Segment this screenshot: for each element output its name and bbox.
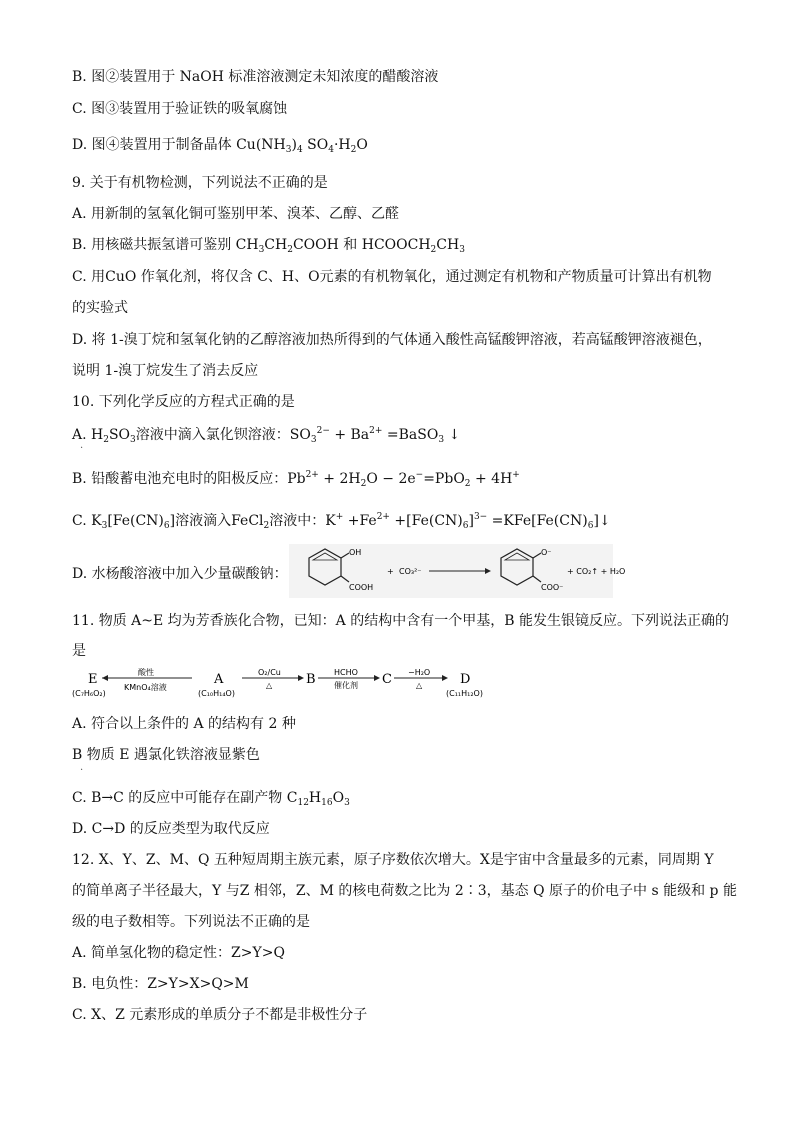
text-segment: 溶液中：K (269, 513, 336, 529)
text-segment: A. 符合以上条件的 A 的结构有 2 种 (72, 716, 296, 732)
text-segment: B 物质 E 遇氯化铁溶液显紫色 (72, 747, 260, 763)
reaction-plus: + (387, 567, 394, 576)
text-line-q9c1 (72, 266, 712, 286)
text-line-q11o2 (72, 744, 260, 764)
text-segment: 3 (285, 145, 292, 155)
text-segment: + (512, 470, 520, 480)
text-line-q11o4 (72, 818, 270, 838)
reagent-cd-top: −H₂O (408, 668, 431, 677)
text-line-q10c (72, 510, 611, 530)
reagent-cd-bottom: △ (416, 681, 423, 690)
text-segment: D. 将 1-溴丁烷和氢氧化钠的乙醇溶液加热所得到的气体通入酸性高锰酸钾溶液，若高锰酸钾溶液褪色， (72, 332, 712, 348)
text-segment: ]↓ (593, 513, 611, 529)
salicylic-acid-reaction-image (289, 544, 626, 598)
text-line-q12o1 (72, 942, 285, 962)
text-line-q12b (72, 880, 737, 900)
text-line-q12o3 (72, 1004, 367, 1024)
text-line-q9b (72, 234, 465, 254)
text-segment: 12 (297, 798, 309, 808)
text-segment: C. 图③装置用于验证铁的吸氧腐蚀 (72, 101, 288, 117)
text-segment: 3− (473, 512, 488, 522)
text-segment: D. C→D 的反应类型为取代反应 (72, 821, 270, 837)
text-line-q11o1 (72, 713, 296, 733)
reaction-scheme-svg (72, 668, 502, 704)
text-segment: =BaSO (382, 427, 439, 443)
text-segment: C. X、Z 元素形成的单质分子不都是非极性分子 (72, 1007, 368, 1023)
text-segment: 4 (296, 145, 303, 155)
compound-d: D (460, 672, 471, 687)
text-segment: 2 (350, 145, 357, 155)
compound-e-formula: (C₇H₆O₂) (72, 689, 106, 698)
text-segment: 2+ (369, 426, 383, 436)
text-segment: ] (468, 513, 474, 529)
text-segment: =PbO (423, 471, 465, 487)
compound-a: A (214, 672, 224, 687)
text-segment: CH (436, 237, 460, 253)
text-segment: B. 电负性：Z>Y>X>Q>M (72, 976, 249, 992)
text-line-q8d (72, 134, 368, 154)
text-segment: ]溶液滴入FeCl (169, 513, 264, 529)
text-segment: A. 简单氢化物的稳定性：Z>Y>Q (72, 945, 285, 961)
reagent-bc-top: HCHO (334, 668, 358, 677)
reagent-ab-top: O₂/Cu (258, 668, 281, 677)
text-line-q8b (72, 66, 438, 86)
compound-b: B (306, 672, 316, 687)
text-segment: − (415, 470, 424, 480)
text-segment: A. 用新制的氢氧化铜可鉴别甲苯、溴苯、乙醇、乙醛 (72, 206, 400, 222)
product-o-label: O⁻ (541, 548, 552, 557)
text-segment: A. H (72, 427, 104, 443)
reagent-ab-bottom: △ (266, 681, 273, 690)
text-line-q8c (72, 98, 287, 118)
text-line-q9a (72, 203, 399, 223)
text-line-q10d (72, 563, 288, 583)
text-segment: SO (302, 137, 329, 153)
text-segment: 说明 1-溴丁烷发生了消去反应 (72, 363, 259, 379)
text-segment: 3 (258, 245, 265, 255)
text-segment: 2 (263, 521, 270, 531)
text-segment: 2+ (376, 512, 390, 522)
text-segment: + Ba (329, 427, 370, 443)
text-line-q12c (72, 911, 310, 931)
text-line-q10 (72, 391, 295, 411)
text-segment: O − 2e (366, 471, 416, 487)
text-segment: 的简单离子半径最大，Y 与Z 相邻，Z、M 的核电荷数之比为 2∶3，基态 Q 原子的价电子中 s 能级和 p 能 (72, 883, 737, 899)
reagent-ae-bottom: KMnO₄溶液 (124, 683, 167, 692)
text-segment: 2 (287, 245, 293, 255)
text-segment: 6 (462, 521, 469, 531)
text-segment: ) (291, 137, 297, 153)
reagent-ae-top: 酸性 (138, 668, 154, 677)
text-segment: ↓ (444, 427, 461, 443)
text-segment: 2 (360, 479, 367, 489)
text-segment: 11. 物质 A~E 均为芳香族化合物，已知：A 的结构中含有一个甲基，B 能发生银镜反应。下列说法正确的 (72, 613, 729, 629)
text-segment: =KFe[Fe(CN) (487, 513, 588, 529)
text-line-q11o3 (72, 787, 350, 807)
text-segment: 12. X、Y、Z、M、Q 五种短周期主族元素，原子序数依次增大。X是宇宙中含量最多的元素，同周期 Y (72, 852, 714, 868)
text-line-q9 (72, 172, 328, 192)
text-segment: 2 (103, 435, 109, 445)
text-segment: B. 铅酸蓄电池充电时的阳极反应：Pb (72, 471, 306, 487)
compound-d-formula: (C₁₁H₁₂O) (446, 689, 483, 698)
text-line-q10a (72, 424, 460, 444)
reagent-bc-bottom: 催化剂 (334, 681, 358, 690)
scan-dot: . (80, 762, 84, 773)
text-line-q11a2 (72, 640, 86, 660)
text-segment: 3 (310, 435, 317, 445)
scan-dot: . (80, 440, 84, 451)
reaction-scheme (72, 668, 502, 708)
text-segment: +Fe (343, 513, 377, 529)
text-line-q9d1 (72, 329, 712, 349)
product-coo-label: COO⁻ (541, 583, 564, 592)
text-segment: (NH (255, 137, 286, 153)
text-segment: COOH 和 HCOOCH (292, 237, 431, 253)
text-line-q9d2 (72, 360, 258, 380)
text-segment: 4 (328, 145, 334, 155)
text-line-q12a (72, 849, 714, 869)
text-segment: 级的电子数相等。下列说法不正确的是 (72, 914, 310, 930)
text-segment: 2 (430, 245, 437, 255)
text-segment: 16 (321, 798, 333, 808)
text-segment: C. K (72, 513, 102, 529)
text-segment: 9. 关于有机物检测，下列说法不正确的是 (72, 175, 328, 191)
carbonate-label: CO₃²⁻ (399, 567, 422, 576)
text-segment: D. 图④装置用于制备晶体 Cu (72, 137, 256, 153)
compound-e: E (88, 672, 98, 687)
text-segment: 3 (344, 798, 350, 808)
text-segment: + 4H (470, 471, 513, 487)
text-segment: [Fe(CN) (107, 513, 164, 529)
text-segment: + 2H (318, 471, 361, 487)
text-segment: 溶液中滴入氯化钡溶液：SO (135, 427, 311, 443)
text-segment: 3 (459, 245, 465, 255)
text-segment: +[Fe(CN) (389, 513, 463, 529)
text-line-q12o2 (72, 973, 249, 993)
text-segment: 2 (464, 479, 471, 489)
compound-a-formula: (C₁₀H₁₄O) (198, 689, 235, 698)
text-line-q11a1 (72, 610, 729, 630)
reactant-oh-label: OH (349, 548, 362, 557)
text-segment: 3 (101, 521, 108, 531)
reaction-structure-svg (289, 544, 626, 598)
text-segment: 2− (316, 426, 330, 436)
text-segment: H (308, 790, 322, 806)
text-segment: O (332, 790, 345, 806)
text-line-q10b (72, 468, 520, 488)
product-benzene-ring (501, 549, 533, 585)
text-segment: C. B→C 的反应中可能存在副产物 C (72, 790, 298, 806)
text-segment: B. 图②装置用于 NaOH 标准溶液测定未知浓度的醋酸溶液 (72, 69, 439, 85)
text-segment: B. 用核磁共振氢谱可鉴别 CH (72, 237, 259, 253)
text-segment: O (356, 137, 368, 153)
text-segment: 的实验式 (72, 300, 128, 316)
text-segment: 3 (438, 435, 445, 445)
text-segment: 是 (72, 643, 86, 659)
text-segment: ·H (333, 137, 351, 153)
reactant-benzene-ring (309, 549, 341, 585)
text-segment: 10. 下列化学反应的方程式正确的是 (72, 394, 295, 410)
text-segment: 6 (163, 521, 170, 531)
text-segment: + (335, 512, 344, 522)
compound-c: C (382, 672, 392, 687)
text-segment: 2+ (305, 470, 319, 480)
text-line-q9c2 (72, 297, 128, 317)
text-segment: SO (108, 427, 131, 443)
reaction-tail: + CO₂↑ + H₂O (567, 567, 626, 576)
text-segment: 6 (587, 521, 594, 531)
reactant-cooh-label: COOH (349, 583, 374, 592)
text-segment: D. 水杨酸溶液中加入少量碳酸钠： (72, 566, 288, 582)
text-segment: 3 (130, 435, 136, 445)
text-segment: C. 用CuO 作氧化剂，将仅含 C、H、O元素的有机物氧化，通过测定有机物和产物质量可计算出有机物 (72, 269, 712, 285)
text-segment: CH (264, 237, 288, 253)
